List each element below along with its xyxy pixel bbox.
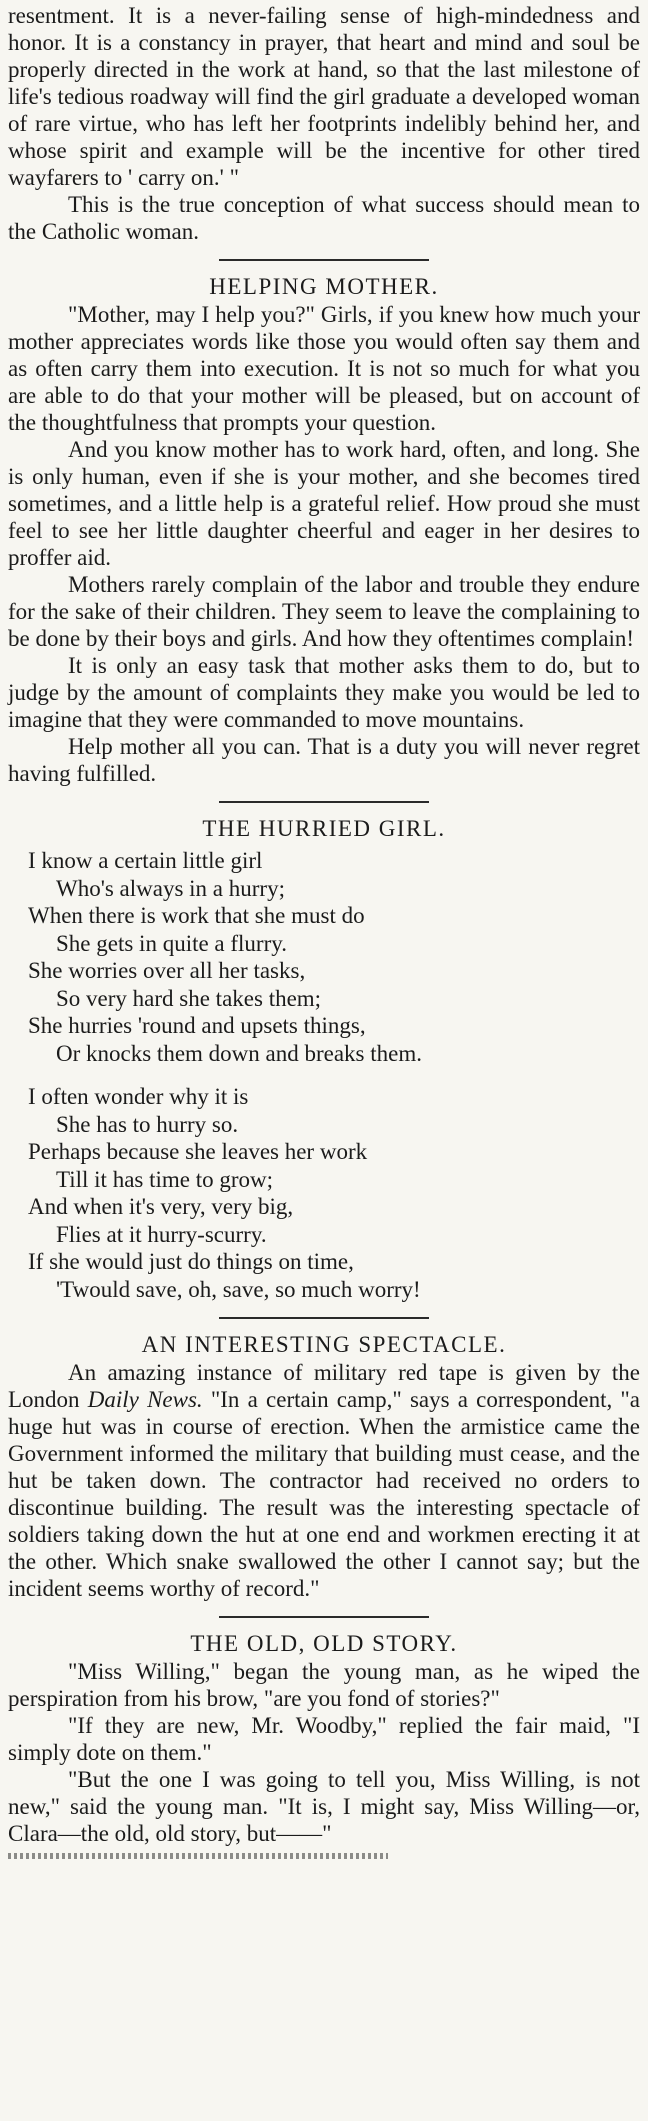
stanza-break — [28, 1067, 640, 1083]
paragraph: "But the one I was going to tell you, Miss Willing, is not new," said the young man. "It is, I might say, Miss Willing—or, Clara—the old, old story, but——" — [8, 1767, 640, 1846]
paragraph: "If they are new, Mr. Woodby," replied the fair maid, "I simply dote on them." — [8, 1713, 640, 1765]
poem-line: When there is work that she must do — [28, 903, 365, 928]
poem-line: So very hard she takes them; — [56, 985, 322, 1011]
article-old-old-story — [8, 1630, 640, 1847]
paragraph: Help mother all you can. That is a duty you will never regret having fulfilled. — [8, 734, 640, 786]
poem-line: Or knocks them down and breaks them. — [56, 1040, 423, 1066]
poem-line: I know a certain little girl — [28, 848, 263, 873]
poem-title: THE HURRIED GIRL. — [202, 816, 446, 841]
poem-line: She worries over all her tasks, — [28, 958, 306, 983]
intro-paragraph-1: resentment. It is a never-failing sense of high-mindedness and honor. It is a constancy in prayer, that heart and mind and soul be properly directed in the work at hand, so that the last milestone of life's tedious roadway will find the girl graduate a developed woman of rare virtue, who has left her footprints indelibly behind her, and whose spirit and example will be the incentive for other tired wayfarers to ' carry on.' " — [8, 3, 640, 190]
poem-line: And when it's very, very big, — [28, 1194, 294, 1219]
article-title: AN INTERESTING SPECTACLE. — [141, 1332, 507, 1357]
article-interesting-spectacle — [8, 1331, 640, 1602]
poem-line: Flies at it hurry-scurry. — [56, 1221, 267, 1247]
poem-line: If she would just do things on time, — [28, 1249, 354, 1274]
section-divider — [219, 259, 429, 261]
article-title: THE OLD, OLD STORY. — [190, 1631, 458, 1656]
paragraph — [8, 1359, 640, 1602]
article-title: HELPING MOTHER. — [209, 274, 439, 299]
paragraph: Mothers rarely complain of the labor and trouble they endure for the sake of their children. They seem to leave the complaining to be done by their boys and girls. And how they oftentimes complain! — [8, 572, 640, 651]
section-divider — [219, 1317, 429, 1319]
poem-line: Perhaps because she leaves her work — [28, 1139, 368, 1164]
intro-paragraph-2: This is the true conception of what success should mean to the Catholic woman. — [8, 192, 640, 244]
poem-body — [28, 847, 640, 1303]
poem-line: Till it has time to grow; — [56, 1166, 274, 1192]
paragraph-lead: An amazing instance of military red tape is given by the London — [8, 1360, 640, 1412]
poem-line: I often wonder why it is — [28, 1084, 249, 1109]
poem-line: She hurries 'round and upsets things, — [28, 1013, 366, 1038]
paragraph: And you know mother has to work hard, often, and long. She is only human, even if she is your mother, and she becomes tired sometimes, and a little help is a grateful relief. How proud she must feel to see her little daughter cheerful and eager in her desires to proffer aid. — [8, 437, 640, 570]
poem-line: She gets in quite a flurry. — [56, 930, 288, 956]
paragraph: "Mother, may I help you?" Girls, if you knew how much your mother appreciates words like those you would often say them and as often carry them into execution. It is not so much for what you are able to do that your mother will be pleased, but on account of the thoughtfulness that prompts your question. — [8, 302, 640, 435]
paragraph: It is only an easy task that mother asks them to do, but to judge by the amount of complaints they make you would be led to imagine that they were commanded to move mountains. — [8, 653, 640, 732]
newspaper-name: Daily News. — [87, 1387, 203, 1412]
section-divider — [219, 1616, 429, 1618]
section-divider — [219, 801, 429, 803]
print-smudge — [8, 1853, 388, 1859]
poem-hurried-girl — [8, 815, 640, 1303]
poem-line: She has to hurry so. — [56, 1111, 239, 1137]
poem-line: 'Twould save, oh, save, so much worry! — [56, 1276, 421, 1302]
poem-line: Who's always in a hurry; — [56, 875, 285, 901]
article-helping-mother — [8, 273, 640, 787]
paragraph-rest: "In a certain camp," says a correspondent, "a huge hut was in course of erection. When the armistice came the Government informed the military that building must cease, and the hut be taken down. The contractor had received no orders to discontinue building. The result was the interesting spectacle of soldiers taking down the hut at one end and workmen erecting it at the other. Which snake swallowed the other I cannot say; but the incident seems worthy of record." — [8, 1387, 641, 1601]
paragraph: "Miss Willing," began the young man, as he wiped the perspiration from his brow, "are you fond of stories?" — [8, 1659, 640, 1711]
